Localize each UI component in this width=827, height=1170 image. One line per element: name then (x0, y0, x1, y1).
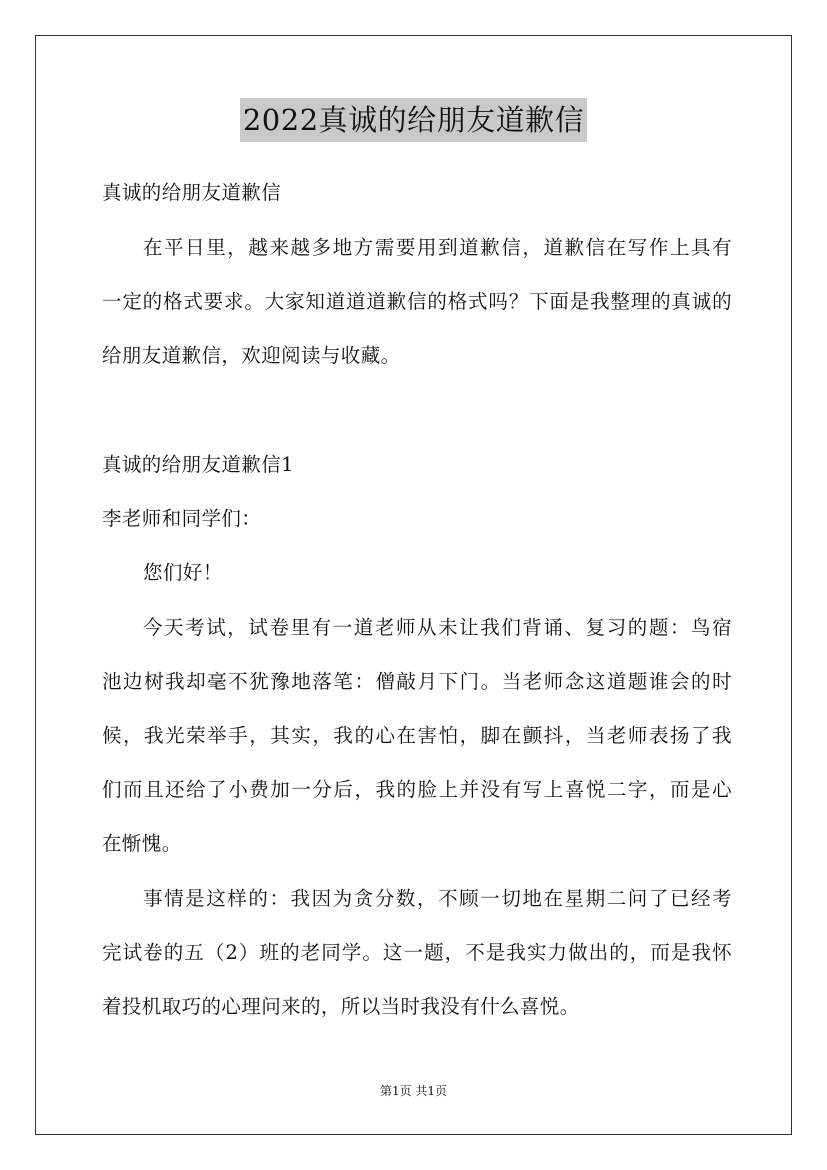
paragraph-line: 着投机取巧的心理问来的，所以当时我没有什么喜悦。 (102, 995, 580, 1018)
paragraph-line: 在惭愧。 (102, 832, 182, 855)
paragraph-line: 们而且还给了小费加一分后，我的脸上并没有写上喜悦二字，而是心 (102, 778, 732, 801)
greeting: 您们好！ (143, 561, 223, 584)
paragraph-line: 今天考试，试卷里有一道老师从未让我们背诵、复习的题：鸟宿 (143, 616, 732, 639)
salutation: 李老师和同学们： (102, 507, 262, 530)
subtitle: 真诚的给朋友道歉信 (102, 181, 282, 204)
section-heading: 真诚的给朋友道歉信1 (102, 453, 294, 476)
paragraph-line: 事情是这样的：我因为贪分数，不顾一切地在星期二问了已经考 (143, 887, 732, 910)
intro-line: 给朋友道歉信，欢迎阅读与收藏。 (102, 344, 401, 367)
paragraph-line: 完试卷的五（2）班的老同学。这一题，不是我实力做出的，而是我怀 (102, 941, 732, 964)
paragraph-line: 池边树我却毫不犹豫地落笔：僧敲月下门。当老师念这道题谁会的时 (102, 670, 732, 693)
paragraph-line: 候，我光荣举手，其实，我的心在害怕，脚在颤抖，当老师表扬了我 (102, 724, 732, 747)
intro-line: 在平日里，越来越多地方需要用到道歉信，道歉信在写作上具有 (143, 236, 732, 259)
document-title: 2022真诚的给朋友道歉信 (240, 98, 587, 142)
page-footer: 第1页 共1页 (379, 1084, 448, 1098)
intro-line: 一定的格式要求。大家知道道道歉信的格式吗？下面是我整理的真诚的 (102, 290, 732, 313)
title-wrap (0, 98, 827, 142)
